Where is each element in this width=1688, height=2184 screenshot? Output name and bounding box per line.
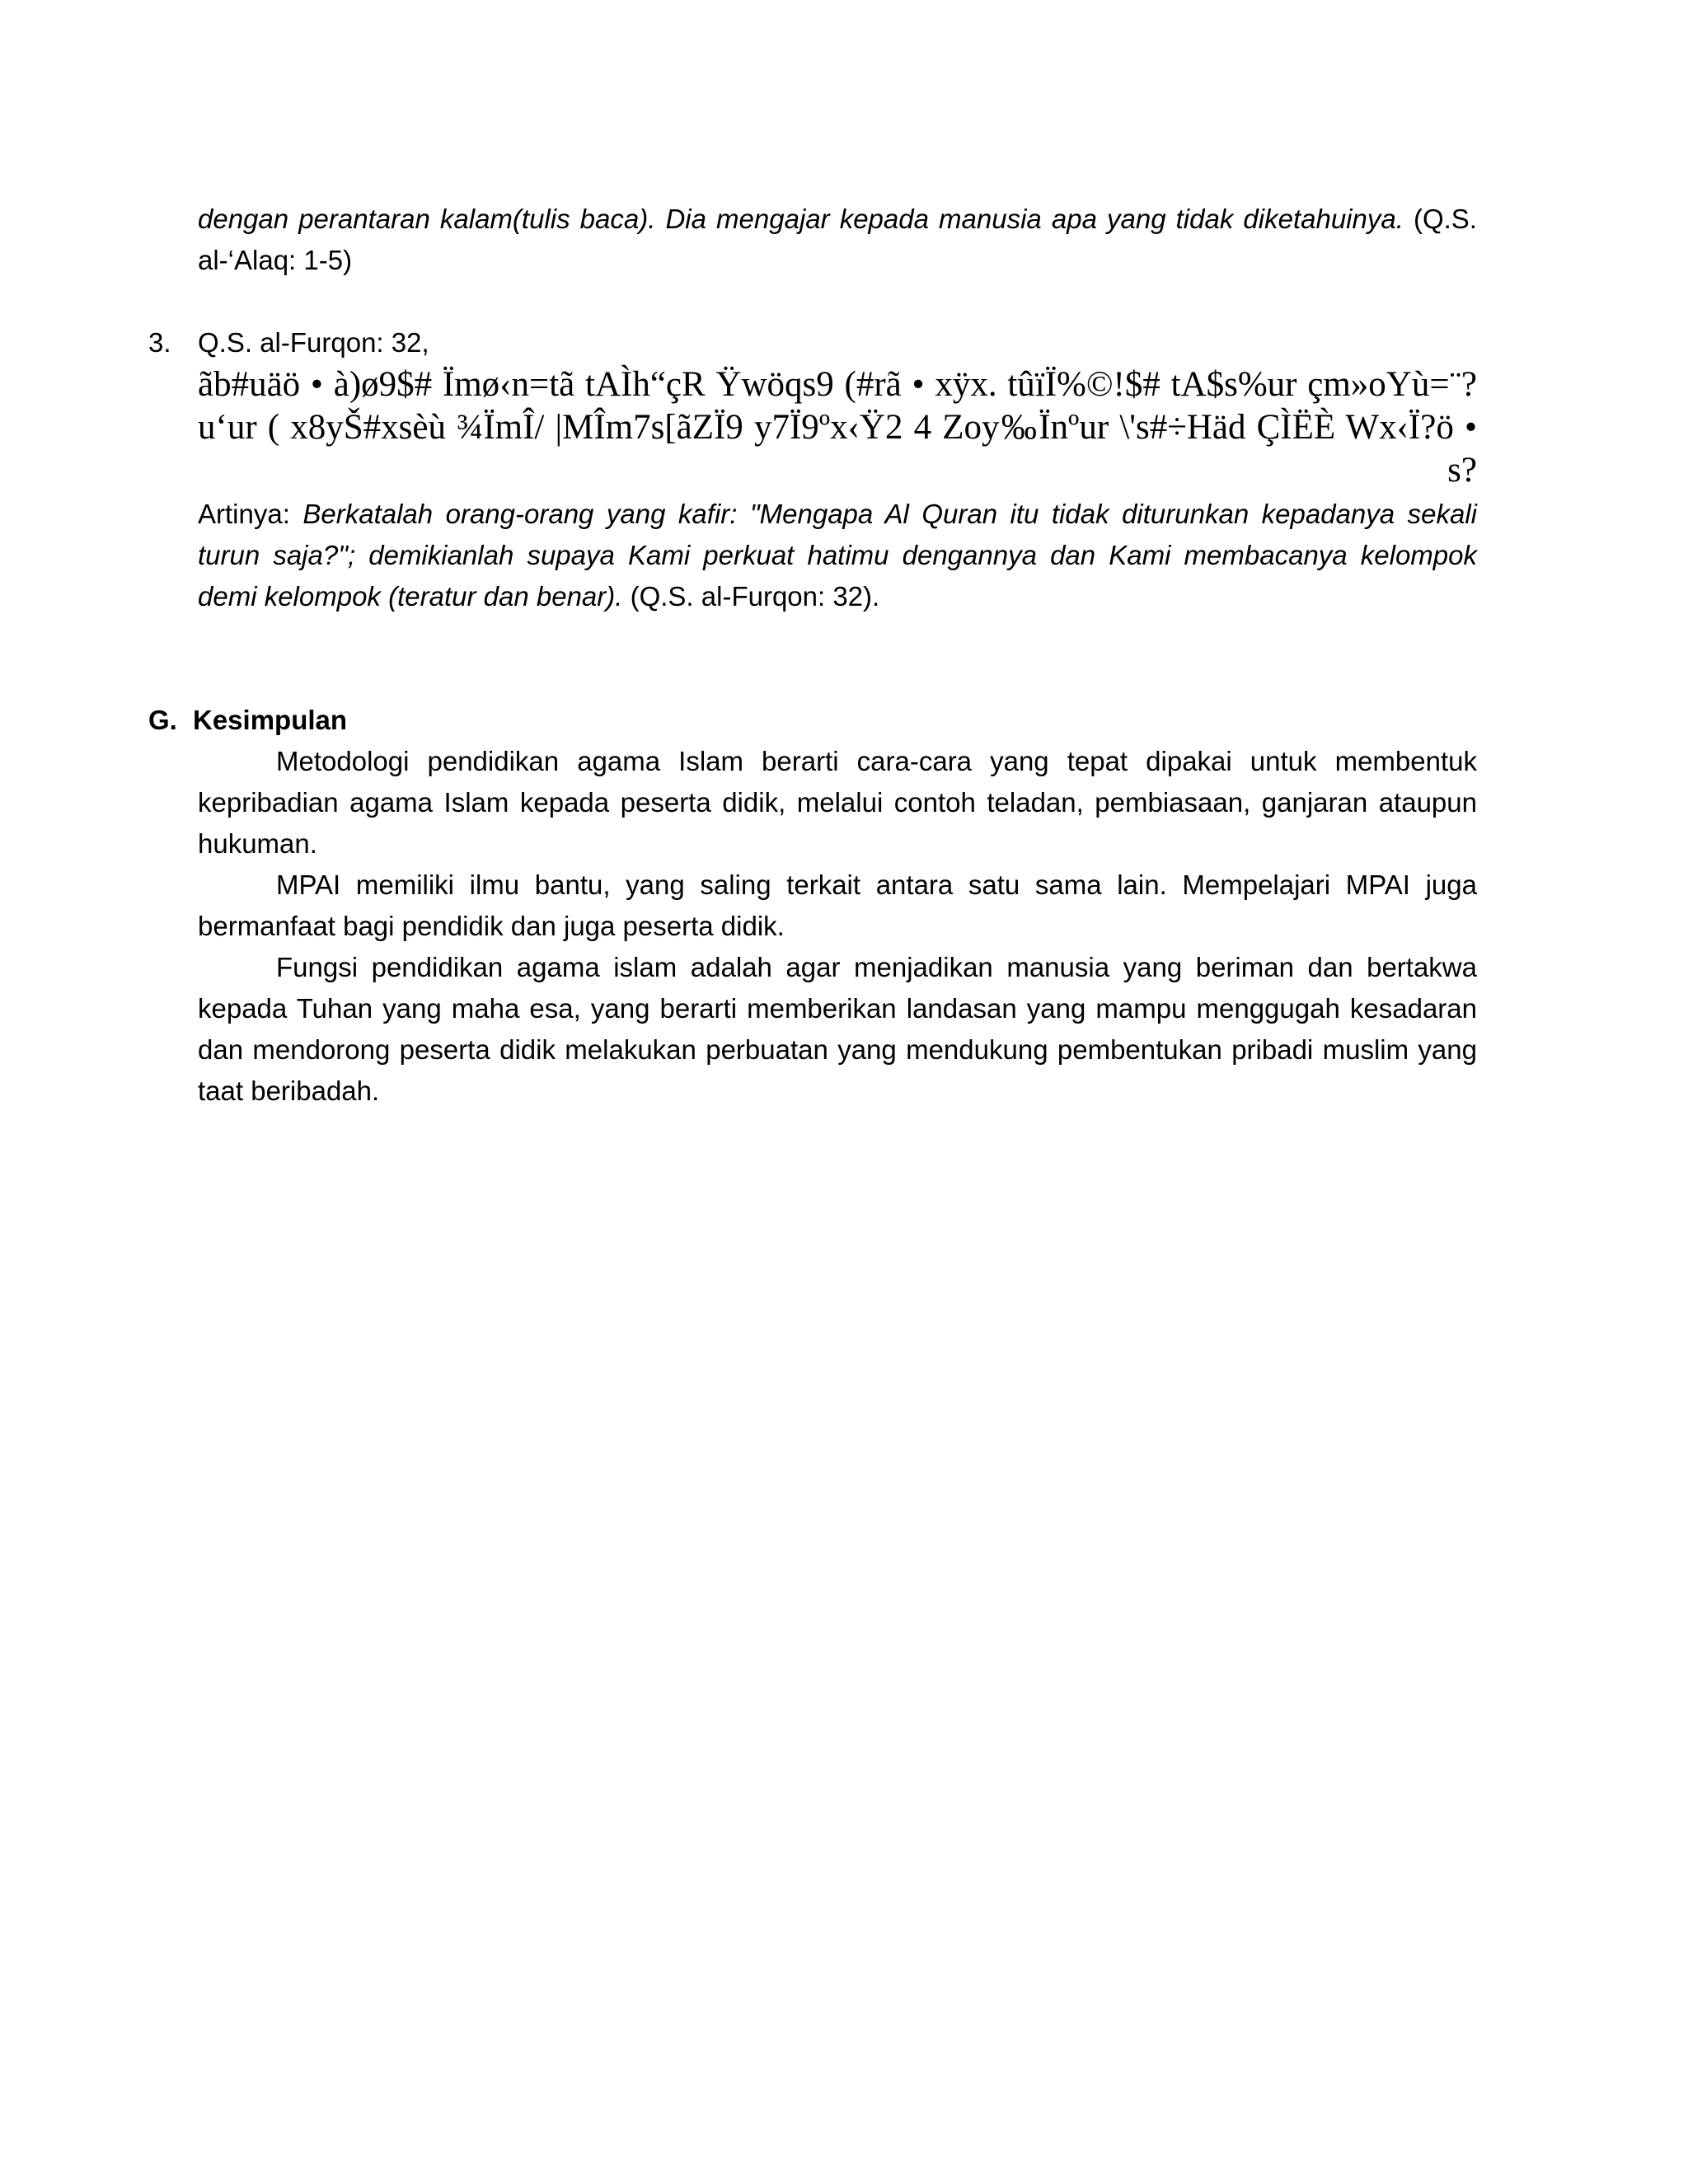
alaq-translation-continuation: [198, 199, 1477, 281]
arabic-verse-text: ãb#uäö • à)ø9$# Ïmø‹n=tã tAÌh“çR Ÿwöqs9 (#rã • xÿx. tûïÏ%©!$# tA$s%ur çm»oYù=¨?u‘ur ( x8yŠ#xsèù ¾ÏmÎ/ |MÎm7s[ãZÏ9 y7Ï9ºx‹Ÿ2 4 Zoy‰Ïnºur \'s#÷Häd ÇÌËÈ Wx‹Ï?ö • s?: [198, 365, 1477, 490]
alaq-translation-text: dengan perantaran kalam(tulis baca). Dia mengajar kepada manusia apa yang tidak diketahuinya.: [198, 204, 1404, 234]
kesimpulan-paragraph: Metodologi pendidikan agama Islam berarti cara-cara yang tepat dipakai untuk membentuk kepribadian agama Islam kepada peserta didik, melalui contoh teladan, pembiasaan, ganjaran ataupun hukuman.: [198, 746, 1477, 859]
kesimpulan-body: [198, 741, 1477, 1112]
section-letter: G.: [148, 705, 177, 735]
artinya-label: Artinya:: [198, 499, 303, 529]
kesimpulan-paragraph: MPAI memiliki ilmu bantu, yang saling terkait antara satu sama lain. Mempelajari MPAI juga bermanfaat bagi pendidik dan juga peserta didik.: [198, 869, 1477, 941]
section-title: Kesimpulan: [193, 705, 348, 735]
furqon-translation-text: Berkatalah orang-orang yang kafir: "Mengapa Al Quran itu tidak diturunkan kepadanya sekali turun saja?"; demikianlah supaya Kami perkuat hatimu dengannya dan Kami membacanya kelompok demi kelompok (teratur dan benar).: [198, 499, 1477, 612]
furqon-translation-reference: (Q.S. al-Furqon: 32).: [622, 581, 880, 612]
section-heading-kesimpulan: [148, 700, 347, 741]
kesimpulan-paragraph: Fungsi pendidikan agama islam adalah agar menjadikan manusia yang beriman dan bertakwa kepada Tuhan yang maha esa, yang berarti memberikan landasan yang mampu menggugah kesadaran dan mendorong peserta didik melakukan perbuatan yang mendukung pembentukan pribadi muslim yang taat beribadah.: [198, 952, 1477, 1106]
furqon-reference-label: Q.S. al-Furqon: 32,: [198, 327, 429, 358]
list-number-3: 3.: [148, 327, 171, 358]
alaq-reference: (Q.S. al-‘Alaq: 1-5): [198, 204, 1477, 275]
furqon-translation: [198, 494, 1477, 617]
